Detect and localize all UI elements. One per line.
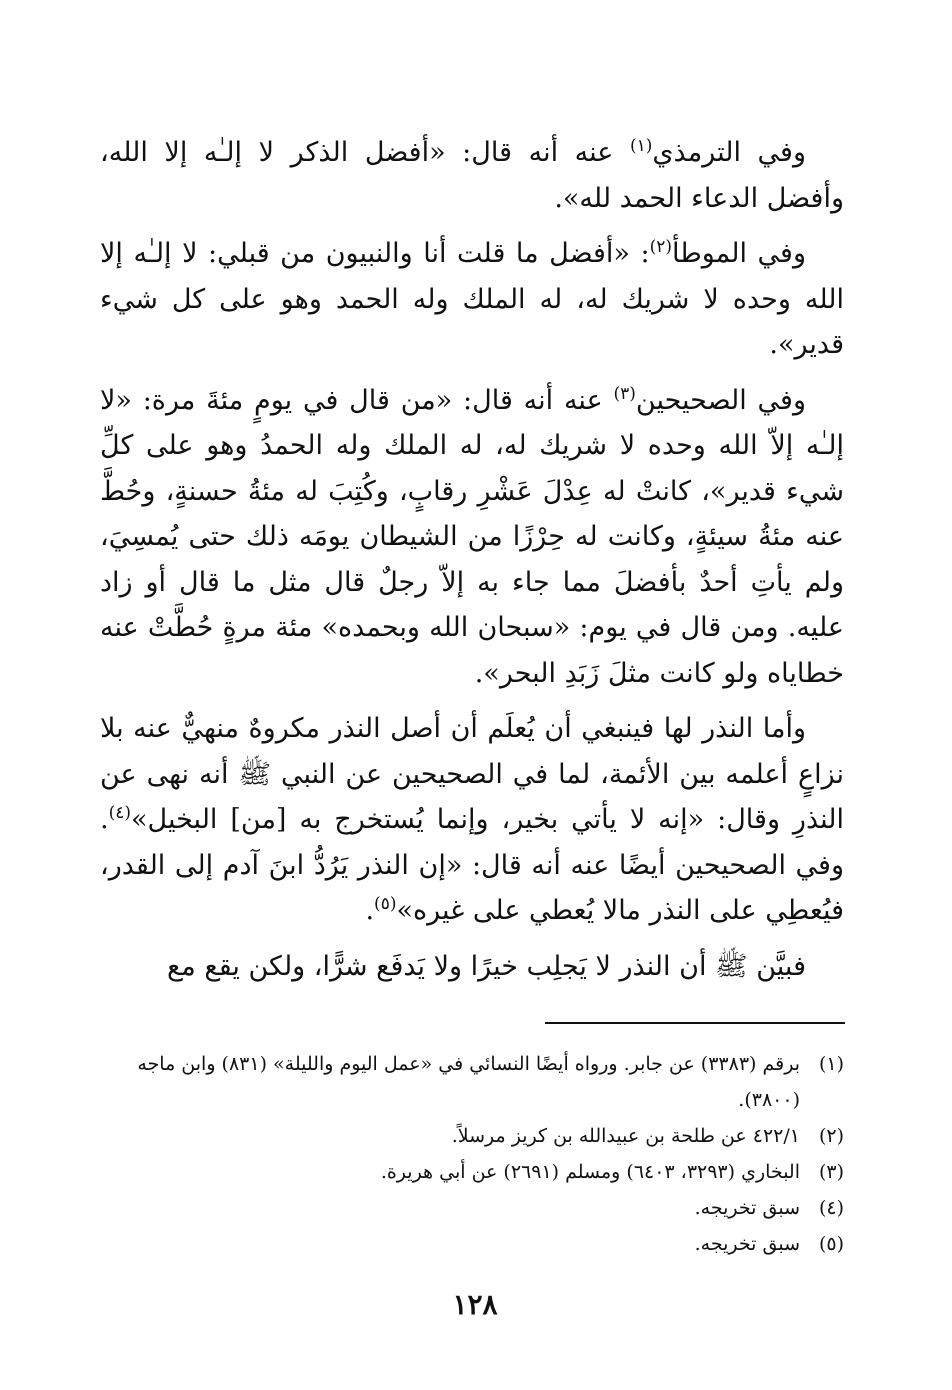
paragraph-text: وفي الصحيحين (635, 384, 806, 416)
footnote-separator (545, 1022, 845, 1024)
paragraph-2 (100, 231, 844, 368)
paragraph-text: وفي الترمذي (652, 137, 806, 168)
paragraph-text: وأما النذر لها فينبغي أن يُعلَم أن أصل النذر مكروهٌ منهيٌّ عنه بلا نزاعٍ أعلمه بين الأئمة، لما في الصحيحين عن النبي ﷺ أنه نهى عن النذرِ وقال: «إنه لا يأتي بخير، وإنما يُستخرج به [من] البخيل» (100, 713, 844, 835)
paragraph-5 (100, 944, 844, 990)
page-body (100, 130, 844, 999)
footnote-text: ٤٢٢/١ عن طلحة بن عبيدالله بن كريز مرسلاً. (451, 1125, 800, 1147)
footnote-ref-5[interactable]: (٥) (374, 894, 397, 914)
footnote-ref-3[interactable]: (٣) (613, 383, 636, 404)
paragraph-text: وفي الموطأ (672, 238, 806, 269)
footnote-text: البخاري (٣٢٩٣، ٦٤٠٣) ومسلم (٢٦٩١) عن أبي هريرة. (380, 1161, 800, 1183)
paragraph-text: عنه أنه قال: «من قال في يومٍ مئةَ مرة: «لا إلـٰه إلاّ الله وحده لا شريك له، له الملك وله الحمدُ وهو على كلِّ شيء قدير»، كانتْ له عِدْلَ عَشْرِ رقابٍ، وكُتِبَ له مئةُ حسنةٍ، وحُطَّ عنه مئةُ سيئةٍ، وكانت له حِرْزًا من الشيطان يومَه ذلك حتى يُمسِيَ، ولم يأتِ أحدٌ بأفضلَ مما جاء به إلاّ رجلٌ قال مثل ما قال أو زاد عليه. ومن قال في يوم: «سبحان الله وبحمده» مئة مرةٍ حُطَّتْ عنه خطاياه ولو كانت مثلَ زَبَدِ البحر». (100, 384, 844, 689)
paragraph-text: . (365, 895, 375, 926)
footnote-1 (100, 1046, 844, 1118)
page-number: ١٢٨ (452, 1288, 498, 1321)
paragraph-text: فبيَّن ﷺ أن النذر لا يَجلِب خيرًا ولا يَدفَع شرًّا، ولكن يقع مع (166, 950, 806, 982)
footnote-number: (٢) (818, 1125, 844, 1147)
footnote-ref-4[interactable]: (٤) (108, 803, 132, 823)
footnote-number: (٥) (818, 1233, 844, 1255)
paragraph-text: عنه أنه قال: «أفضل الذكر لا إلـٰه إلا الله، وأفضل الدعاء الحمد لله». (100, 137, 844, 214)
paragraph-text: . وفي الصحيحين أيضًا عنه أنه قال: «إن النذر يَرُدُّ ابنَ آدم إلى القدر، فيُعطِي على النذر مالا يُعطي على غيره» (100, 804, 844, 926)
paragraph-4 (100, 706, 844, 934)
footnote-2 (100, 1118, 844, 1154)
footnote-ref-2[interactable]: (٢) (649, 237, 672, 257)
footnote-3 (100, 1154, 844, 1190)
footnote-4 (100, 1190, 844, 1226)
paragraph-text: : «أفضل ما قلت أنا والنبيون من قبلي: لا إلـٰه إلا الله وحده لا شريك له، له الملك وله الحمد وهو على كل شيء قدير». (100, 238, 844, 360)
footnote-text: سبق تخريجه. (694, 1233, 800, 1255)
footnote-text: سبق تخريجه. (694, 1197, 800, 1219)
main-text (100, 130, 844, 989)
paragraph-3 (100, 378, 844, 697)
footnote-text: برقم (٣٣٨٣) عن جابر. ورواه أيضًا النسائي في «عمل اليوم والليلة» (٨٣١) وابن ماجه (٣٨٠٠). (137, 1053, 800, 1111)
footnote-ref-1[interactable]: (١) (630, 136, 653, 156)
footnote-number: (١) (818, 1053, 844, 1075)
footnote-number: (٤) (818, 1197, 844, 1219)
footnote-5 (100, 1226, 844, 1262)
footnote-number: (٣) (818, 1161, 844, 1183)
paragraph-1 (100, 130, 844, 221)
footnotes (100, 1046, 844, 1262)
